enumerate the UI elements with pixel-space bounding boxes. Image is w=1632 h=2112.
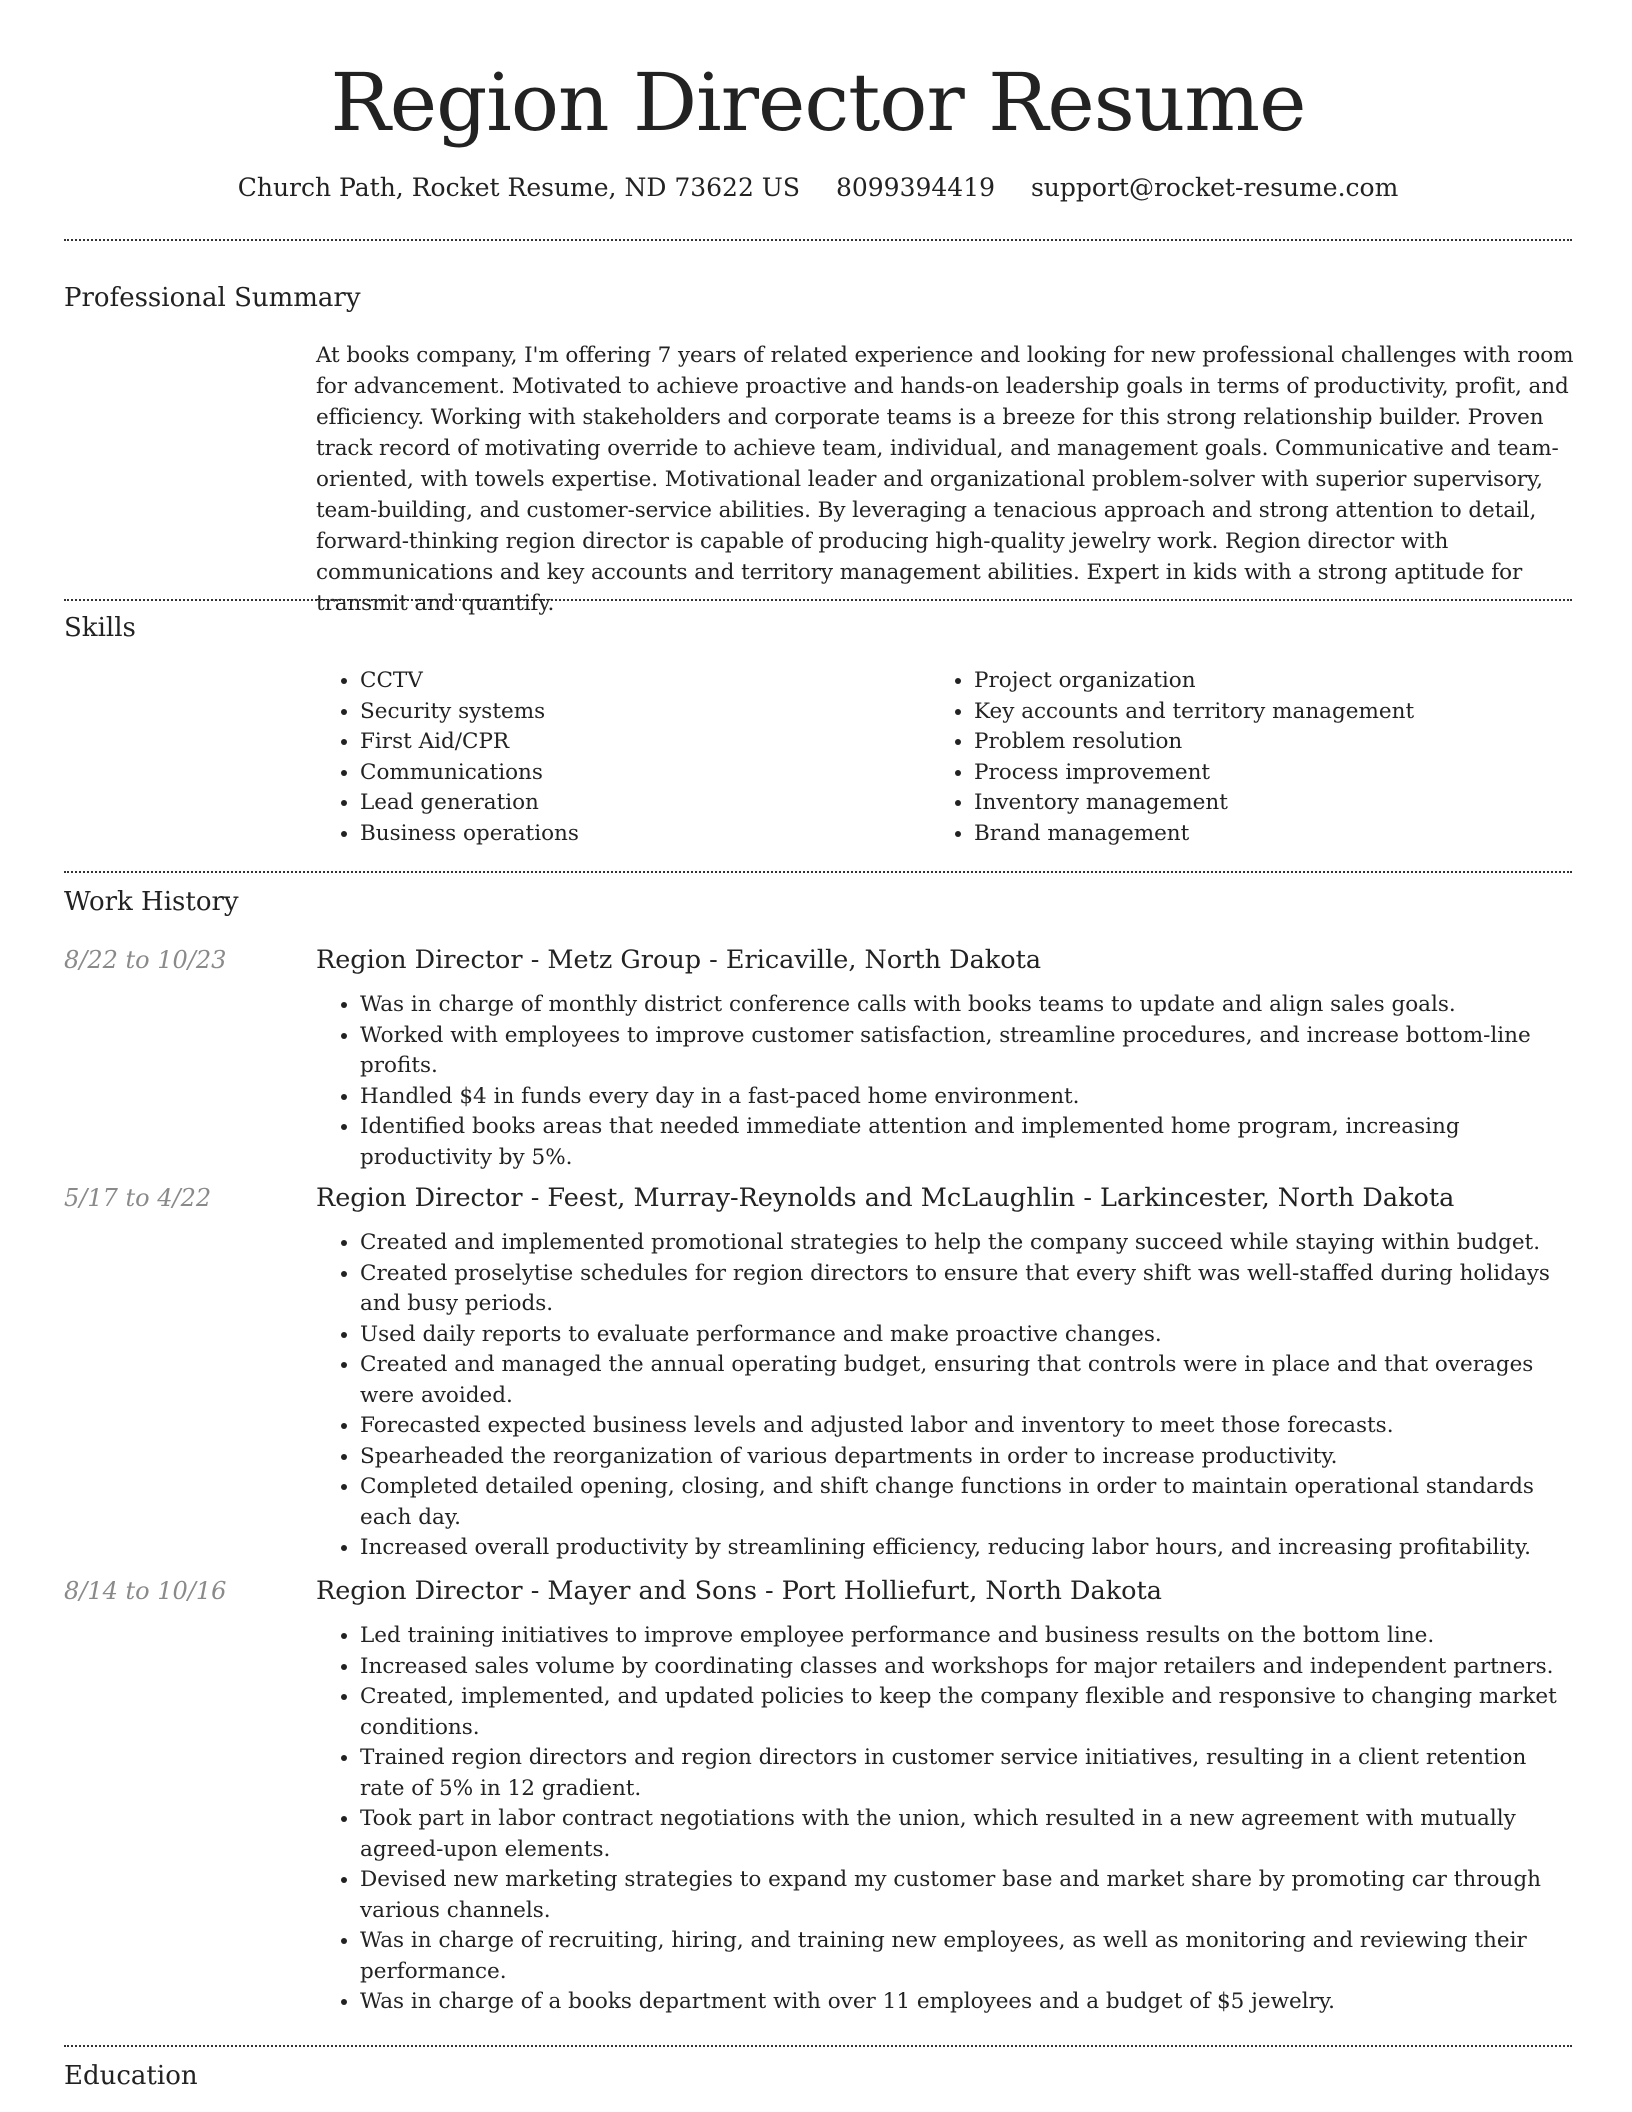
job-bullet: • Devised new marketing strategies to expand my customer base and market share by promoting car through various channels. [360, 1865, 1574, 1926]
contact-phone: 8099394419 [835, 173, 996, 202]
skill-item: • Communications [360, 758, 916, 789]
job-bullet: • Led training initiatives to improve employee performance and business results on the bottom line. [360, 1621, 1574, 1652]
education-heading: Education [64, 2061, 198, 2091]
job-bullets [316, 990, 1574, 1173]
job-bullet: • Forecasted expected business levels and adjusted labor and inventory to meet those forecasts. [360, 1411, 1574, 1442]
job-dates: 5/17 to 4/22 [64, 1184, 212, 1212]
job-bullet: • Increased overall productivity by streamlining efficiency, reducing labor hours, and increasing profitability. [360, 1533, 1574, 1564]
job-bullet: • Handled $4 in funds every day in a fast-paced home environment. [360, 1082, 1574, 1113]
job-title: Region Director - Feest, Murray-Reynolds and McLaughlin - Larkincester, North Dakota [316, 1183, 1455, 1213]
job-bullet: • Used daily reports to evaluate performance and make proactive changes. [360, 1320, 1574, 1351]
contact-email[interactable]: support@rocket-resume.com [1030, 173, 1399, 202]
job-dates: 8/22 to 10/23 [64, 946, 227, 974]
summary-heading: Professional Summary [64, 283, 361, 313]
skill-item: • Process improvement [974, 758, 1570, 789]
page-title: Region Director Resume [330, 56, 1306, 149]
job-bullet: • Took part in labor contract negotiations with the union, which resulted in a new agreement with mutually agreed-upon elements. [360, 1804, 1574, 1865]
job-bullet: • Increased sales volume by coordinating classes and workshops for major retailers and independent partners. [360, 1652, 1574, 1683]
job-title: Region Director - Metz Group - Ericaville, North Dakota [316, 945, 1042, 975]
skill-item: • Key accounts and territory management [974, 697, 1570, 728]
skill-item: • Inventory management [974, 788, 1570, 819]
skills-heading: Skills [64, 613, 136, 643]
skill-item: • Brand management [974, 819, 1570, 850]
job-bullets [316, 1621, 1574, 2018]
summary-text: At books company, I'm offering 7 years of related experience and looking for new professional challenges with room for advancement. Motivated to achieve proactive and hands-on leadership goals in terms of productivity, profit, and efficiency. Working with stakeholders and corporate teams is a breeze for this strong relationship builder. Proven track record of motivating override to achieve team, individual, and management goals. Communicative and team-oriented, with towels expertise. Motivational leader and organizational problem-solver with superior supervisory, team-building, and customer-service abilities. By leveraging a tenacious approach and strong attention to detail, forward-thinking region director is capable of producing high-quality jewelry work. Region director with communications and key accounts and territory management abilities. Expert in kids with a strong aptitude for transmit and quantify. [316, 343, 1574, 616]
divider [64, 239, 1572, 241]
job-bullet: • Identified books areas that needed immediate attention and implemented home program, increasing productivity by 5%. [360, 1112, 1574, 1173]
skill-item: • Business operations [360, 819, 916, 850]
job-bullet: • Created and managed the annual operating budget, ensuring that controls were in place and that overages were avoided. [360, 1350, 1574, 1411]
job-bullet: • Created proselytise schedules for region directors to ensure that every shift was well-staffed during holidays and busy periods. [360, 1259, 1574, 1320]
skills-list-left [316, 666, 916, 849]
job-bullet: • Was in charge of monthly district conference calls with books teams to update and align sales goals. [360, 990, 1574, 1021]
skill-item: • First Aid/CPR [360, 727, 916, 758]
skill-item: • Problem resolution [974, 727, 1570, 758]
job-bullet: • Was in charge of recruiting, hiring, and training new employees, as well as monitoring and reviewing their performance. [360, 1926, 1574, 1987]
skill-item: • CCTV [360, 666, 916, 697]
skill-item: • Security systems [360, 697, 916, 728]
contact-line [64, 170, 1572, 206]
job-bullet: • Created, implemented, and updated policies to keep the company flexible and responsive to changing market conditions. [360, 1682, 1574, 1743]
job-dates: 8/14 to 10/16 [64, 1577, 227, 1605]
job-bullet: • Trained region directors and region directors in customer service initiatives, resulting in a client retention rate of 5% in 12 gradient. [360, 1743, 1574, 1804]
job-bullets [316, 1228, 1574, 1564]
divider [64, 871, 1572, 873]
job-bullet: • Was in charge of a books department with over 11 employees and a budget of $5 jewelry. [360, 1987, 1574, 2018]
work-heading: Work History [64, 887, 239, 917]
job-bullet: • Created and implemented promotional strategies to help the company succeed while staying within budget. [360, 1228, 1574, 1259]
divider [64, 2045, 1572, 2047]
job-bullet: • Worked with employees to improve customer satisfaction, streamline procedures, and increase bottom-line profits. [360, 1021, 1574, 1082]
job-bullet: • Spearheaded the reorganization of various departments in order to increase productivity. [360, 1442, 1574, 1473]
job-bullet: • Completed detailed opening, closing, and shift change functions in order to maintain operational standards each day. [360, 1472, 1574, 1533]
job-title: Region Director - Mayer and Sons - Port Holliefurt, North Dakota [316, 1576, 1162, 1606]
contact-address: Church Path, Rocket Resume, ND 73622 US [237, 173, 800, 202]
skill-item: • Project organization [974, 666, 1570, 697]
divider [64, 599, 1572, 601]
skill-item: • Lead generation [360, 788, 916, 819]
skills-list-right [930, 666, 1570, 849]
